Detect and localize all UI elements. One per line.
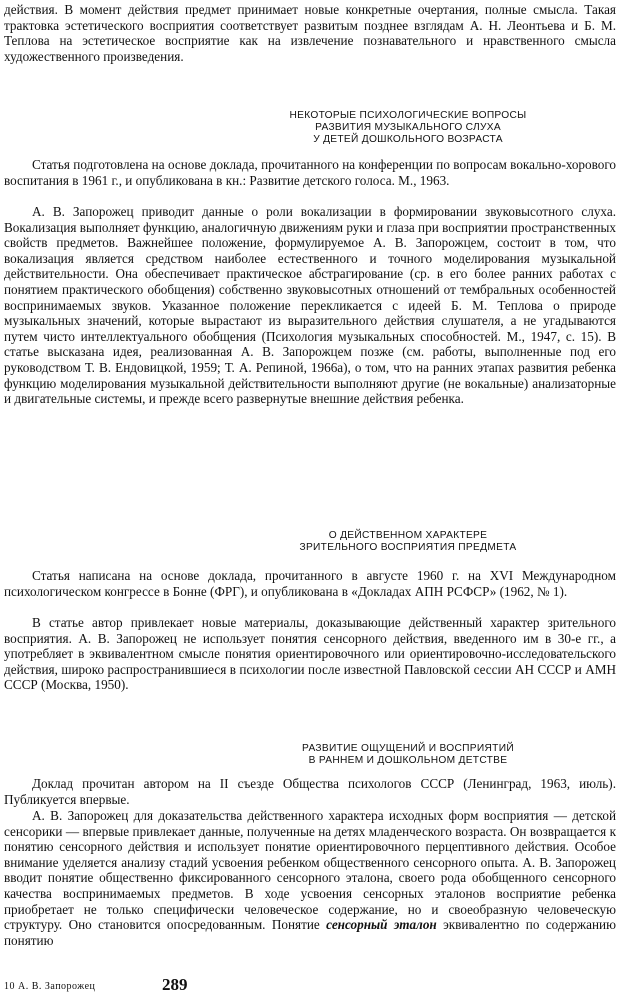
section-1-heading-line-1: НЕКОТОРЫЕ ПСИХОЛОГИЧЕСКИЕ ВОПРОСЫ (289, 110, 527, 121)
term-sensory-standard: сенсорный эталон (326, 917, 437, 933)
section-3-heading-line-2: В РАННЕМ И ДОШКОЛЬНОМ ДЕТСТВЕ (308, 755, 508, 766)
section-3-paragraph-2 (4, 808, 616, 948)
section-1-paragraph-1: Статья подготовлена на основе доклада, прочитанного на конференции по вопросам вокально-хорового воспитания в 1961 г., и опубликована в кн.: Развитие детского голоса. М., 1963. (4, 157, 616, 188)
section-2-paragraph-2: В статье автор привлекает новые материалы, доказывающие действенный характер зрительного восприятия. А. В. Запорожец не использует понятия сенсорного действия, введенного им в 30-е гг., а употребляет в эквивалентном смысле понятия ориентировочного или ориентировочно-исследовательского действия, широко распространившиеся в психологии после известной Павловской сессии АН СССР и АМН СССР (Москва, 1950). (4, 615, 616, 693)
section-3-heading-line-1: РАЗВИТИЕ ОЩУЩЕНИЙ И ВОСПРИЯТИЙ (302, 743, 514, 754)
section-2-paragraph-1: Статья написана на основе доклада, прочитанного в августе 1960 г. на XVI Международном психологическом конгрессе в Бонне (ФРГ), и опубликована в «Докладах АПН РСФСР» (1962, № 1). (4, 568, 616, 599)
printer-signature: 10 А. В. Запорожец (4, 981, 96, 992)
section-3-paragraph-2-text: А. В. Запорожец для доказательства действенного характера исходных форм восприятия — детской сенсорики — впервые привлекает данные, полученные на детях младенческого возраста. Он возвращается к понятию сенсорного действия и использует понятие ориентировочного перцептивного действия. Особое внимание уделяется анализу стадий усвоения ребенком общественного сенсорного опыта. А. В. Запорожец вводит понятие общественно фиксированного сенсорного эталона, своего рода обобщенного сенсорного качества воспринимаемых предметов. В ходе усвоения сенсорных эталонов восприятие ребенка приобретает не только специфически человеческое содержание, но и своеобразную человеческую структуру. Оно становится опосредованным. Понятие (4, 808, 616, 933)
section-1-paragraph-2: А. В. Запорожец приводит данные о роли вокализации в формировании звуковысотного слуха. Вокализация выполняет функцию, аналогичную движениям руки и глаза при восприятии пространственных свойств предметов. Важнейшее положение, формулируемое А. В. Запорожцем, состоит в том, что вокализация является средством наиболее естественного и точного моделирования музыкальной действительности. Она обеспечивает практическое абстрагирование (ср. в его более ранних работах с понятием практического обобщения) собственно звуковысотных отношений от тембральных особенностей воспринимаемых звуков. Указанное положение перекликается с идеей Б. М. Теплова о природе музыкальных значений, которые вырастают из выразительного действия слушателя, а не угадываются путем чисто интеллектуального обобщения (Психология музыкальных способностей. М., 1947, с. 15). В статье высказана идея, реализованная А. В. Запорожцем позже (см. работы, выполненные под его руководством Т. В. Ендовицкой, 1959; Т. А. Репиной, 1966а), о том, что на ранних этапах развития ребенка функцию моделирования музыкальной действительности выполняют другие (не вокальные) анализаторные и двигательные системы, и прежде всего развернутые внешние действия ребенка. (4, 204, 616, 407)
section-2-heading (248, 530, 568, 554)
section-1-heading-line-2: РАЗВИТИЯ МУЗЫКАЛЬНОГО СЛУХА (315, 122, 501, 133)
section-3-paragraph-1: Доклад прочитан автором на II съезде Общества психологов СССР (Ленинград, 1963, июль). Публикуется впервые. (4, 776, 616, 807)
section-2-heading-line-2: ЗРИТЕЛЬНОГО ВОСПРИЯТИЯ ПРЕДМЕТА (299, 542, 517, 553)
section-3-paragraph-2-tail: эквивалентно по содержанию понятию (4, 917, 616, 948)
section-3-heading (248, 743, 568, 767)
page-number: 289 (162, 975, 188, 994)
section-1-heading (248, 110, 568, 146)
page-footer (4, 975, 304, 995)
section-1-heading-line-3: У ДЕТЕЙ ДОШКОЛЬНОГО ВОЗРАСТА (313, 134, 503, 145)
intro-paragraph: действия. В момент действия предмет принимает новые конкретные очертания, полные смысла. Такая трактовка эстетического восприятия соответствует развитым позднее взглядам А. Н. Леонтьева и Б. М. Теплова на эстетическое восприятие как на извлечение познавательного и нравственного смысла художественного произведения. (4, 2, 616, 64)
section-2-heading-line-1: О ДЕЙСТВЕННОМ ХАРАКТЕРЕ (328, 530, 488, 541)
